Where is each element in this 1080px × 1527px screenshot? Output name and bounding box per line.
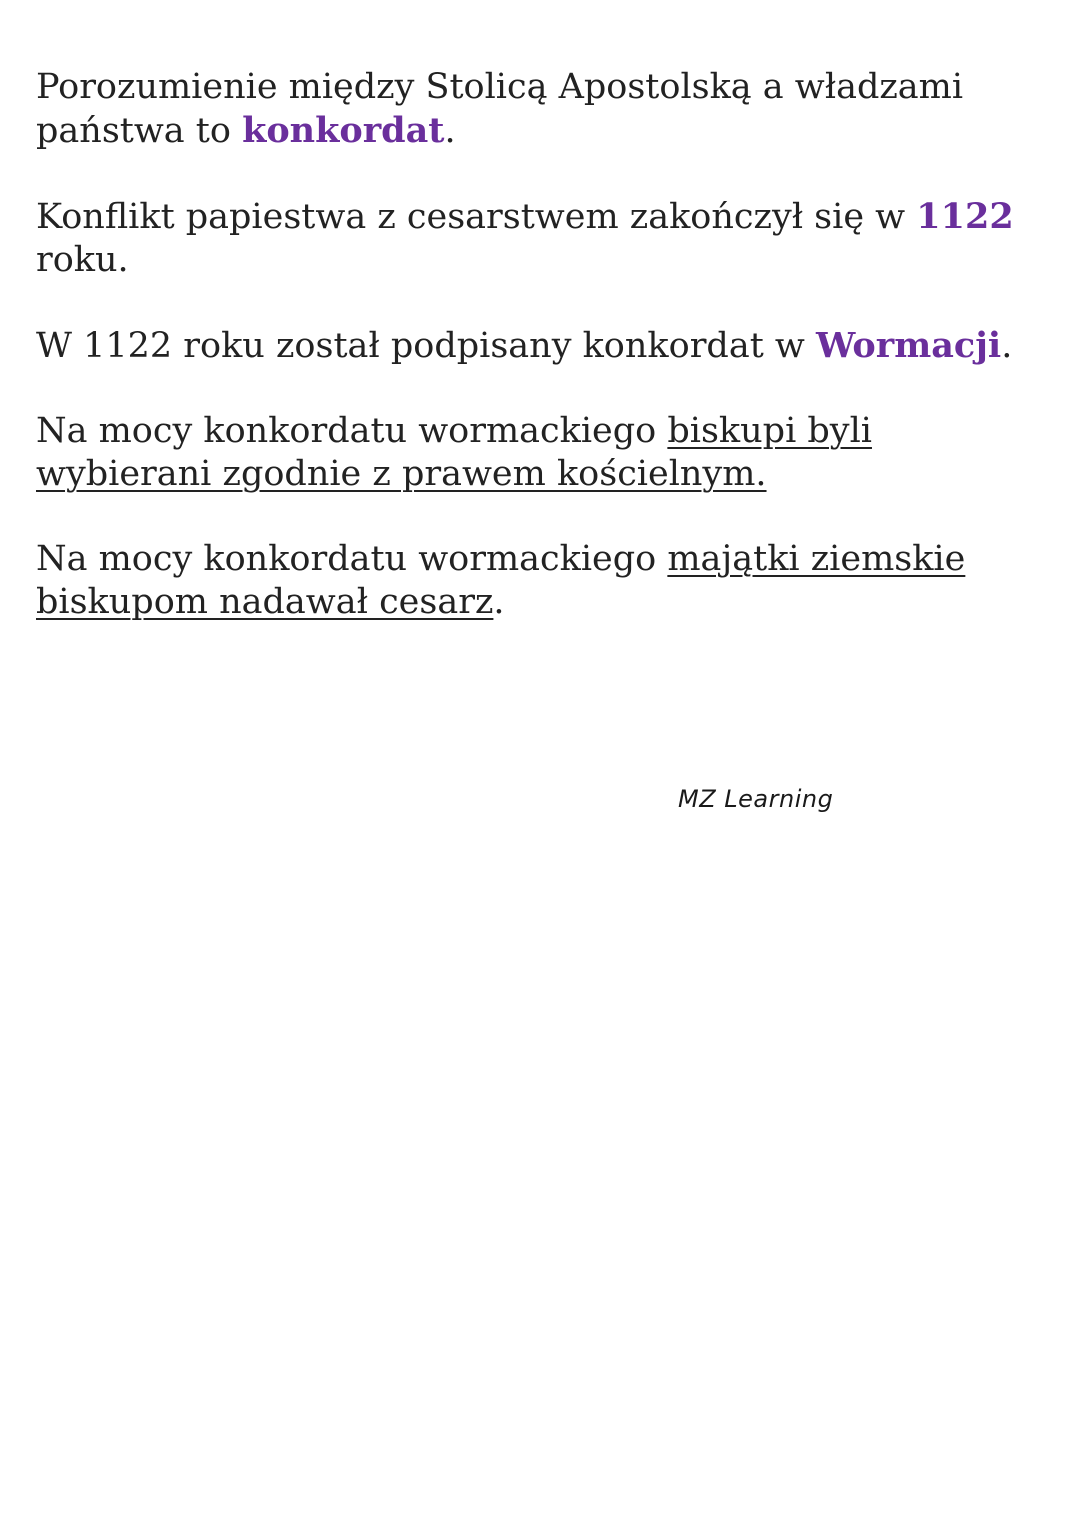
highlight-place: Wormacji xyxy=(815,325,1002,366)
note-text: Porozumienie między Stolicą Apostolską a władzami państwa to xyxy=(36,67,964,151)
author-signature: MZ Learning xyxy=(678,785,834,813)
underlined-fact: majątki ziemskie biskupom nadawał cesarz xyxy=(36,539,966,622)
note-bishops-election xyxy=(36,410,1046,496)
note-land-grants xyxy=(36,538,1046,624)
note-punctuation: . xyxy=(444,111,456,151)
note-conflict-end xyxy=(36,195,1046,282)
note-text: Konflikt papiestwa z cesarstwem zakończył się w xyxy=(36,197,917,237)
highlight-year: 1122 xyxy=(916,196,1014,237)
note-worms-concordat xyxy=(36,324,1046,368)
highlight-term: konkordat xyxy=(242,110,445,151)
notes-page xyxy=(36,66,1046,666)
underlined-fact: biskupi byli wybierani zgodnie z prawem kościelnym. xyxy=(36,411,872,494)
note-text: Na mocy konkordatu wormackiego xyxy=(36,539,668,579)
note-punctuation: . xyxy=(493,582,505,622)
note-text: W 1122 roku został podpisany konkordat w xyxy=(36,326,816,366)
note-text-end: roku. xyxy=(36,240,129,280)
note-concordat-definition xyxy=(36,66,1046,153)
note-text: Na mocy konkordatu wormackiego xyxy=(36,411,668,451)
note-punctuation: . xyxy=(1001,326,1013,366)
